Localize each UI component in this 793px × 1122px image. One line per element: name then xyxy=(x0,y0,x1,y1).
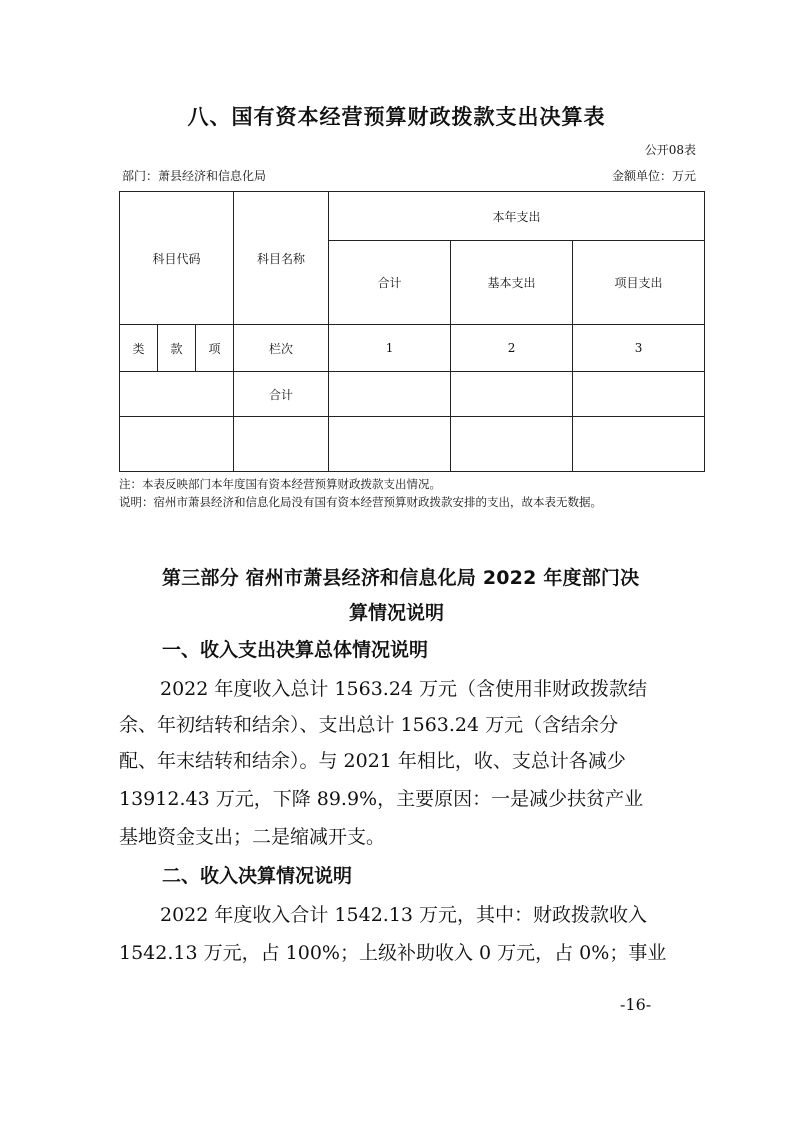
header-total: 合计 xyxy=(329,241,451,325)
empty-cell xyxy=(573,417,705,472)
paragraph-line: 2022 年度收入总计 1563.24 万元（含使用非财政拨款结 xyxy=(160,678,648,700)
subheader-lei: 类 xyxy=(120,325,158,372)
paragraph-line: 2022 年度收入合计 1542.13 万元，其中：财政拨款收入 xyxy=(160,904,648,926)
department-label: 部门：萧县经济和信息化局 xyxy=(122,169,267,183)
column-index-1: 1 xyxy=(329,325,451,372)
paragraph-line: 余、年初结转和结余）、支出总计 1563.24 万元（含结余分 xyxy=(119,714,619,736)
subheader-xiang: 项 xyxy=(196,325,234,372)
sum-basic-cell xyxy=(451,372,573,417)
paragraph-line: 1542.13 万元，占 100%；上级补助收入 0 万元，占 0%；事业 xyxy=(119,942,667,964)
paragraph-line: 配、年末结转和结余）。与 2021 年相比，收、支总计各减少 xyxy=(119,750,626,772)
expenditure-table xyxy=(119,191,705,472)
table-explanation: 说明：宿州市萧县经济和信息化局没有国有资本经营预算财政拨款安排的支出，故本表无数据。 xyxy=(119,495,602,509)
subheader-kuan: 款 xyxy=(158,325,196,372)
heading-income-expenditure-overview: 一、收入支出决算总体情况说明 xyxy=(162,639,429,661)
header-basic: 基本支出 xyxy=(451,241,573,325)
empty-cell xyxy=(329,417,451,472)
table-note: 注：本表反映部门本年度国有资本经营预算财政拨款支出情况。 xyxy=(119,477,441,491)
unit-label: 金额单位：万元 xyxy=(611,169,696,183)
header-code: 科目代码 xyxy=(120,192,234,325)
sum-code-cell xyxy=(120,372,234,417)
section-title-line-2: 算情况说明 xyxy=(348,602,444,624)
paragraph-line: 基地资金支出；二是缩减开支。 xyxy=(119,826,386,848)
header-year-expenditure: 本年支出 xyxy=(329,192,705,241)
sum-label: 合计 xyxy=(234,372,329,417)
paragraph-line: 13912.43 万元，下降 89.9%，主要原因：一是减少扶贫产业 xyxy=(119,788,644,810)
header-name: 科目名称 xyxy=(234,192,329,325)
empty-cell xyxy=(120,417,234,472)
row-label: 栏次 xyxy=(234,325,329,372)
column-index-3: 3 xyxy=(573,325,705,372)
empty-cell xyxy=(234,417,329,472)
page-title: 八、国有资本经营预算财政拨款支出决算表 xyxy=(187,105,606,129)
sum-project-cell xyxy=(573,372,705,417)
section-title-line-1: 第三部分 宿州市萧县经济和信息化局 2022 年度部门决 xyxy=(162,567,640,589)
empty-cell xyxy=(451,417,573,472)
header-project: 项目支出 xyxy=(573,241,705,325)
sum-total-cell xyxy=(329,372,451,417)
column-index-2: 2 xyxy=(451,325,573,372)
heading-income-overview: 二、收入决算情况说明 xyxy=(162,865,353,887)
page-number: -16- xyxy=(620,995,652,1014)
form-code: 公开08表 xyxy=(644,143,696,157)
